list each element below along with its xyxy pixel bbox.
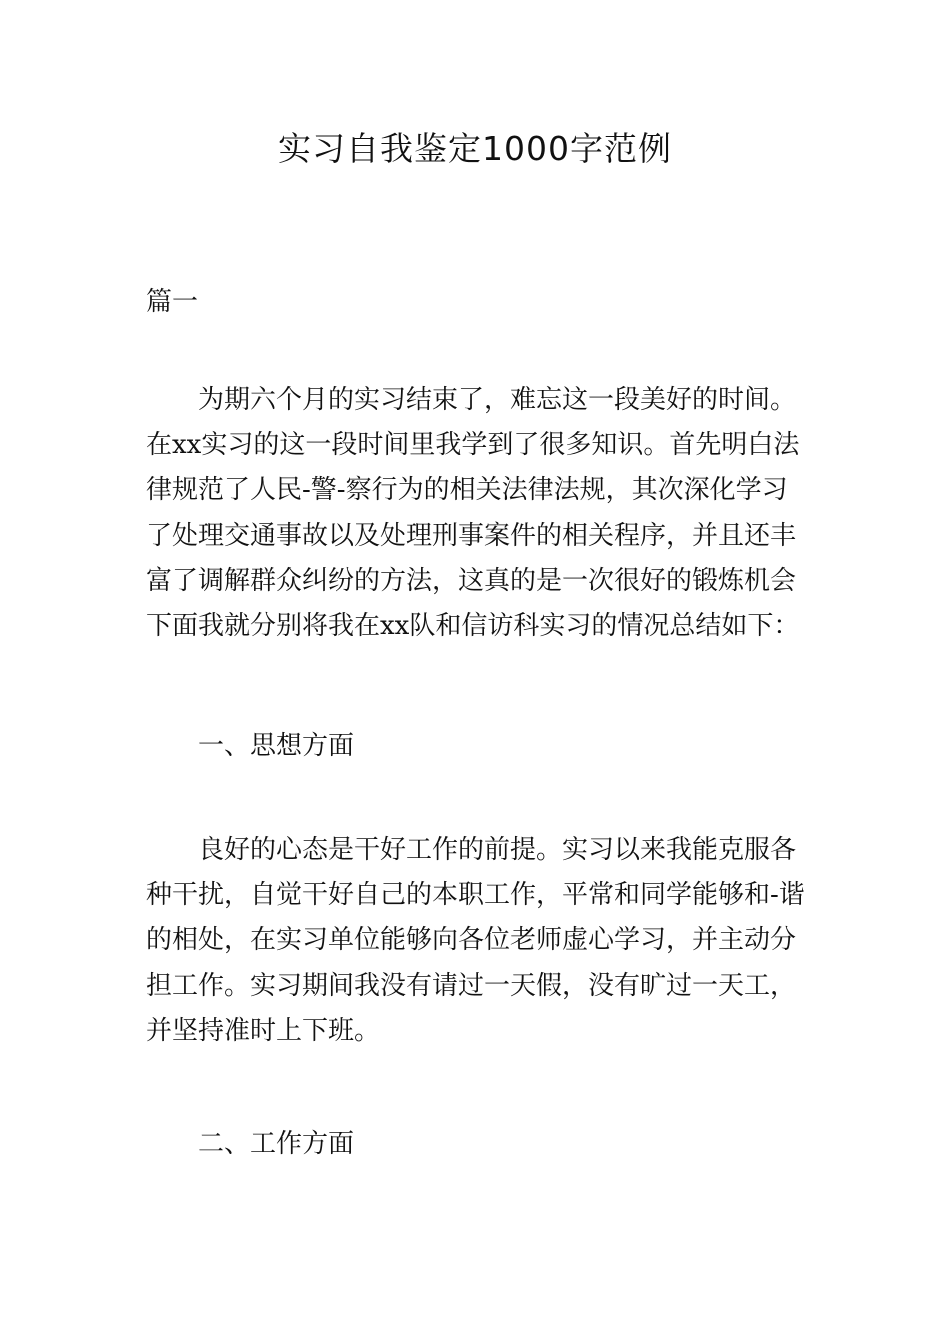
paragraph-intro: 为期六个月的实习结束了，难忘这一段美好的时间。在xx实习的这一段时间里我学到了很多知识。首先明白法律规范了人民-警-察行为的相关法律法规，其次深化学习了处理交通事故以及处理刑事案件的相关程序，并且还丰富了调解群众纠纷的方法，这真的是一次很好的锻炼机会下面我就分别将我在xx队和信访科实习的情况总结如下： (146, 385, 800, 642)
heading-work: 二、工作方面 (198, 1129, 355, 1159)
section-label: 篇一 (146, 287, 199, 317)
paragraph-thought: 良好的心态是干好工作的前提。实习以来我能克服各种干扰，自觉干好自己的本职工作，平常和同学能够和-谐的相处，在实习单位能够向各位老师虚心学习，并主动分担工作。实习期间我没有请过一天假，没有旷过一天工，并坚持准时上下班。 (146, 835, 805, 1046)
document-title: 实习自我鉴定1000字范例 (278, 129, 672, 168)
heading-thought: 一、思想方面 (198, 731, 355, 761)
